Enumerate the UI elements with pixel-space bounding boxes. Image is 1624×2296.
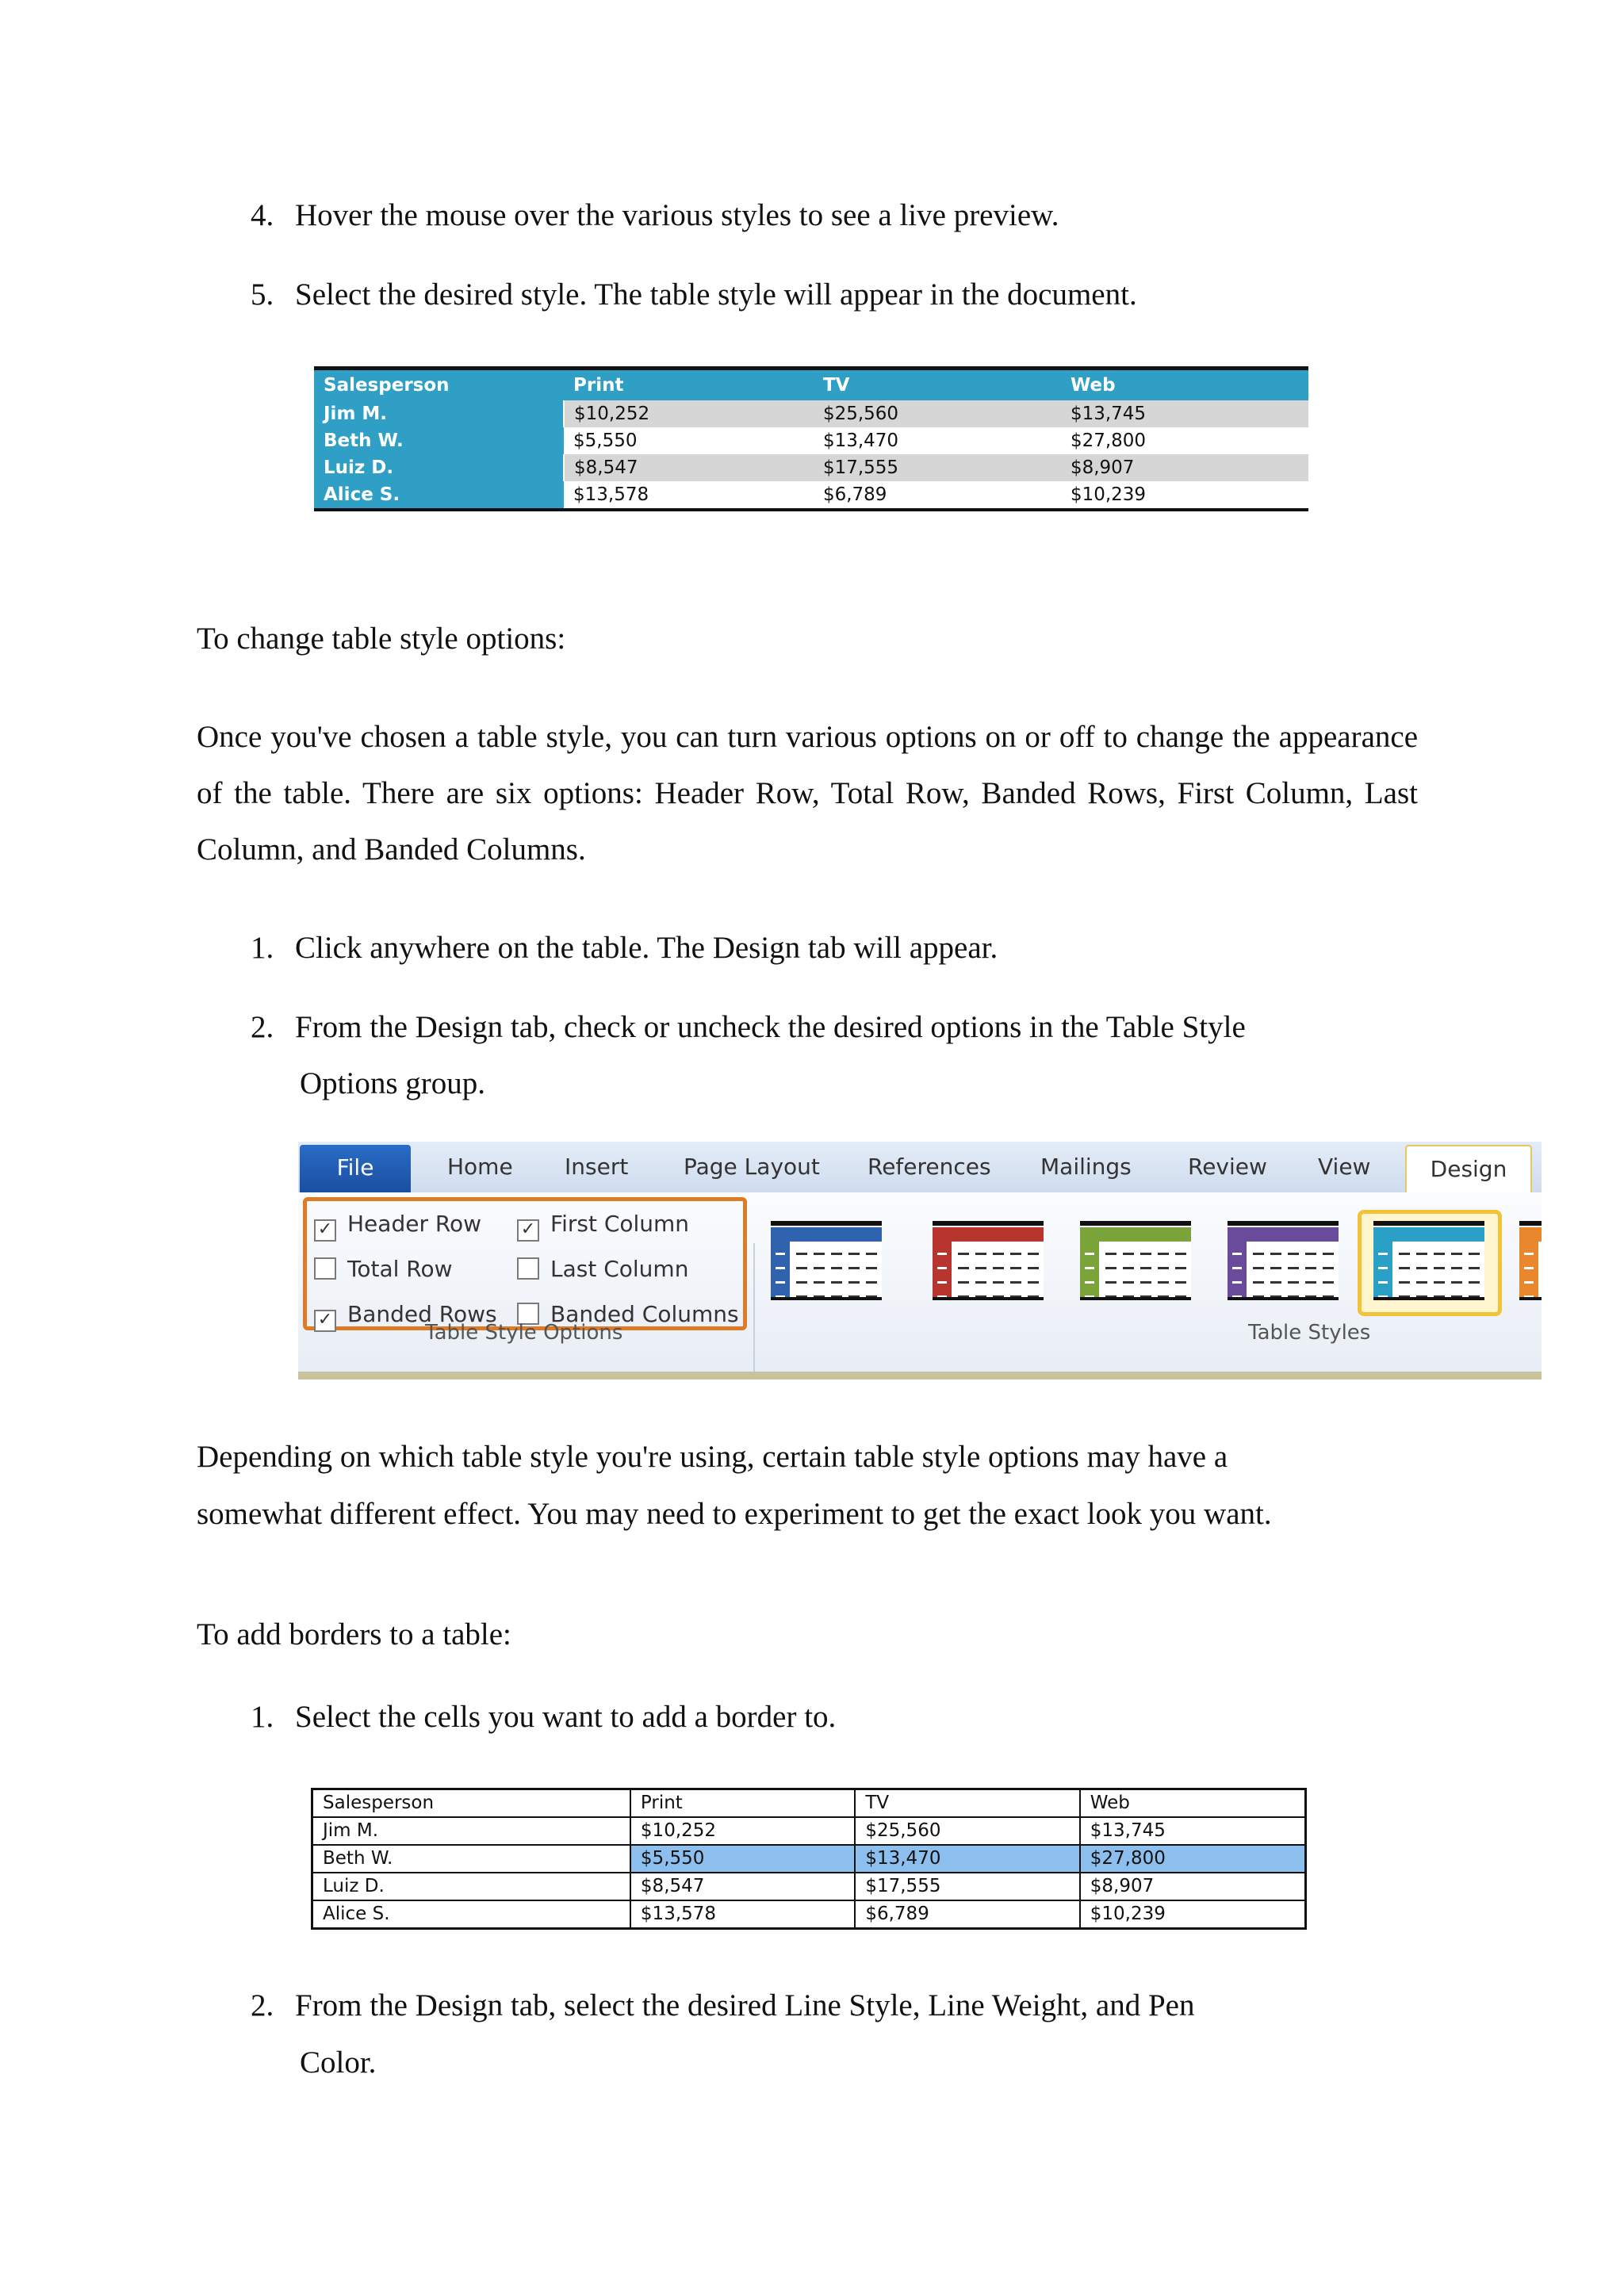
table-cell: $8,907 — [1080, 1873, 1306, 1900]
step-2 — [251, 999, 1246, 1056]
table-style-gallery[interactable] — [298, 1142, 1542, 1380]
step-number: 5. — [251, 277, 274, 312]
option-label: Header Row — [347, 1211, 482, 1237]
table-cell: $8,547 — [630, 1873, 855, 1900]
table-style-swatch[interactable] — [1080, 1221, 1191, 1300]
option-label: Last Column — [550, 1256, 689, 1282]
step-number: 2. — [251, 1010, 274, 1044]
table-row — [314, 481, 1308, 510]
step-2-continued: Options group. — [300, 1066, 485, 1100]
styled-table-figure — [314, 366, 1308, 511]
table-header-row — [314, 369, 1308, 401]
table-cell-selected: $5,550 — [630, 1845, 855, 1873]
paragraph-depending-line1: Depending on which table style you're using, certain table style options may have a — [197, 1440, 1228, 1474]
checkbox-checked-icon[interactable]: ✓ — [517, 1219, 539, 1242]
section-heading-style-options: To change table style options: — [197, 622, 566, 656]
row-label: Jim M. — [314, 400, 564, 427]
table-cell: $8,907 — [1061, 454, 1308, 481]
ribbon-screenshot — [298, 1142, 1542, 1380]
tab-home[interactable]: Home — [447, 1154, 513, 1180]
table-cell: $10,252 — [630, 1817, 855, 1845]
step-5 — [251, 266, 1137, 323]
header-cell: Salesperson — [314, 369, 564, 401]
header-cell: Salesperson — [312, 1789, 630, 1818]
header-cell: Print — [630, 1789, 855, 1818]
plain-table-figure — [311, 1788, 1307, 1930]
step-text: From the Design tab, select the desired Line Style, Line Weight, and Pen — [295, 1988, 1195, 2022]
table-style-swatch[interactable] — [1228, 1221, 1339, 1300]
table-style-swatch[interactable] — [1519, 1221, 1542, 1300]
table-cell: $25,560 — [814, 400, 1061, 427]
table-cell: $13,470 — [822, 430, 899, 451]
table-cell: $27,800 — [1070, 430, 1147, 451]
step-text: From the Design tab, check or uncheck the desired options in the Table Style — [295, 1010, 1246, 1044]
table-cell-selected: $27,800 — [1080, 1845, 1306, 1873]
table-row — [312, 1900, 1306, 1929]
table-cell: $10,239 — [1080, 1900, 1306, 1929]
table-cell: $13,578 — [573, 484, 649, 505]
row-label: Beth W. — [312, 1845, 630, 1873]
step-number: 4. — [251, 198, 274, 232]
option-label: Banded Rows — [347, 1301, 497, 1327]
paragraph-depending-line2: somewhat different effect. You may need to experiment to get the exact look you want. — [197, 1497, 1272, 1531]
row-label: Alice S. — [314, 481, 564, 510]
tab-insert[interactable]: Insert — [565, 1154, 629, 1180]
option-label: First Column — [550, 1211, 690, 1237]
table-cell: $17,555 — [814, 454, 1061, 481]
group-label-table-style-options: Table Style Options — [425, 1321, 623, 1345]
table-cell: $13,578 — [630, 1900, 855, 1929]
step-4 — [251, 187, 1059, 244]
border-step-1 — [251, 1689, 836, 1746]
table-cell: $13,745 — [1061, 400, 1308, 427]
table-row-selected — [312, 1845, 1306, 1873]
tab-design[interactable]: Design — [1405, 1145, 1532, 1194]
section-heading-borders: To add borders to a table: — [197, 1617, 511, 1651]
tab-review[interactable]: Review — [1188, 1154, 1267, 1180]
step-number: 2. — [251, 1988, 274, 2022]
step-text: Click anywhere on the table. The Design tab will appear. — [295, 931, 998, 965]
step-text: Hover the mouse over the various styles to see a live preview. — [295, 198, 1059, 232]
table-cell: $6,789 — [822, 484, 887, 505]
step-text: Select the cells you want to add a border to. — [295, 1700, 837, 1734]
header-cell: TV — [855, 1789, 1079, 1818]
table-cell: $25,560 — [855, 1817, 1079, 1845]
table-row — [314, 400, 1308, 427]
header-cell: Web — [1080, 1789, 1306, 1818]
option-label: Total Row — [347, 1256, 453, 1282]
table-row — [314, 427, 1308, 454]
table-style-swatch[interactable] — [1373, 1221, 1484, 1300]
table-cell: $8,547 — [564, 454, 814, 481]
tab-page-layout[interactable]: Page Layout — [684, 1154, 820, 1180]
row-label: Jim M. — [312, 1817, 630, 1845]
table-row — [312, 1817, 1306, 1845]
step-number: 1. — [251, 1700, 274, 1734]
table-cell: $17,555 — [855, 1873, 1079, 1900]
tab-file[interactable]: File — [300, 1145, 411, 1192]
step-1 — [251, 920, 998, 977]
step-text: Select the desired style. The table style will appear in the document. — [295, 277, 1137, 312]
option-label: Banded Columns — [550, 1301, 739, 1327]
checkbox-checked-icon[interactable]: ✓ — [314, 1219, 336, 1242]
table-style-swatch[interactable] — [933, 1221, 1044, 1300]
row-label: Luiz D. — [312, 1873, 630, 1900]
table-style-swatch[interactable] — [771, 1221, 882, 1300]
border-step-2-continued: Color. — [300, 2045, 377, 2080]
tab-view[interactable]: View — [1318, 1154, 1371, 1180]
step-number: 1. — [251, 931, 274, 965]
header-cell: TV — [814, 369, 1061, 401]
table-cell: $10,239 — [1070, 484, 1147, 505]
border-step-2 — [251, 1977, 1194, 2034]
paragraph-options: Once you've chosen a table style, you can turn various options on or off to change the appearance of the table. There are six options: Header Row, Total Row, Banded Rows, First Column, Last Column, and Banded Columns. — [197, 720, 1418, 867]
table-header-row — [312, 1789, 1306, 1818]
table-cell: $5,550 — [573, 430, 638, 451]
tab-references[interactable]: References — [868, 1154, 991, 1180]
table-cell: $10,252 — [564, 400, 814, 427]
table-row — [312, 1873, 1306, 1900]
row-label: Beth W. — [314, 427, 564, 454]
table-cell: $13,745 — [1080, 1817, 1306, 1845]
checkbox-checked-icon[interactable]: ✓ — [314, 1310, 336, 1332]
group-label-table-styles: Table Styles — [1248, 1321, 1371, 1345]
header-cell: Print — [564, 369, 814, 401]
table-cell: $6,789 — [855, 1900, 1079, 1929]
row-label: Alice S. — [312, 1900, 630, 1929]
ribbon-bottom-edge — [298, 1372, 1542, 1380]
table-row — [314, 454, 1308, 481]
tab-mailings[interactable]: Mailings — [1040, 1154, 1132, 1180]
row-label: Luiz D. — [314, 454, 564, 481]
header-cell: Web — [1061, 369, 1308, 401]
table-cell-selected: $13,470 — [855, 1845, 1079, 1873]
